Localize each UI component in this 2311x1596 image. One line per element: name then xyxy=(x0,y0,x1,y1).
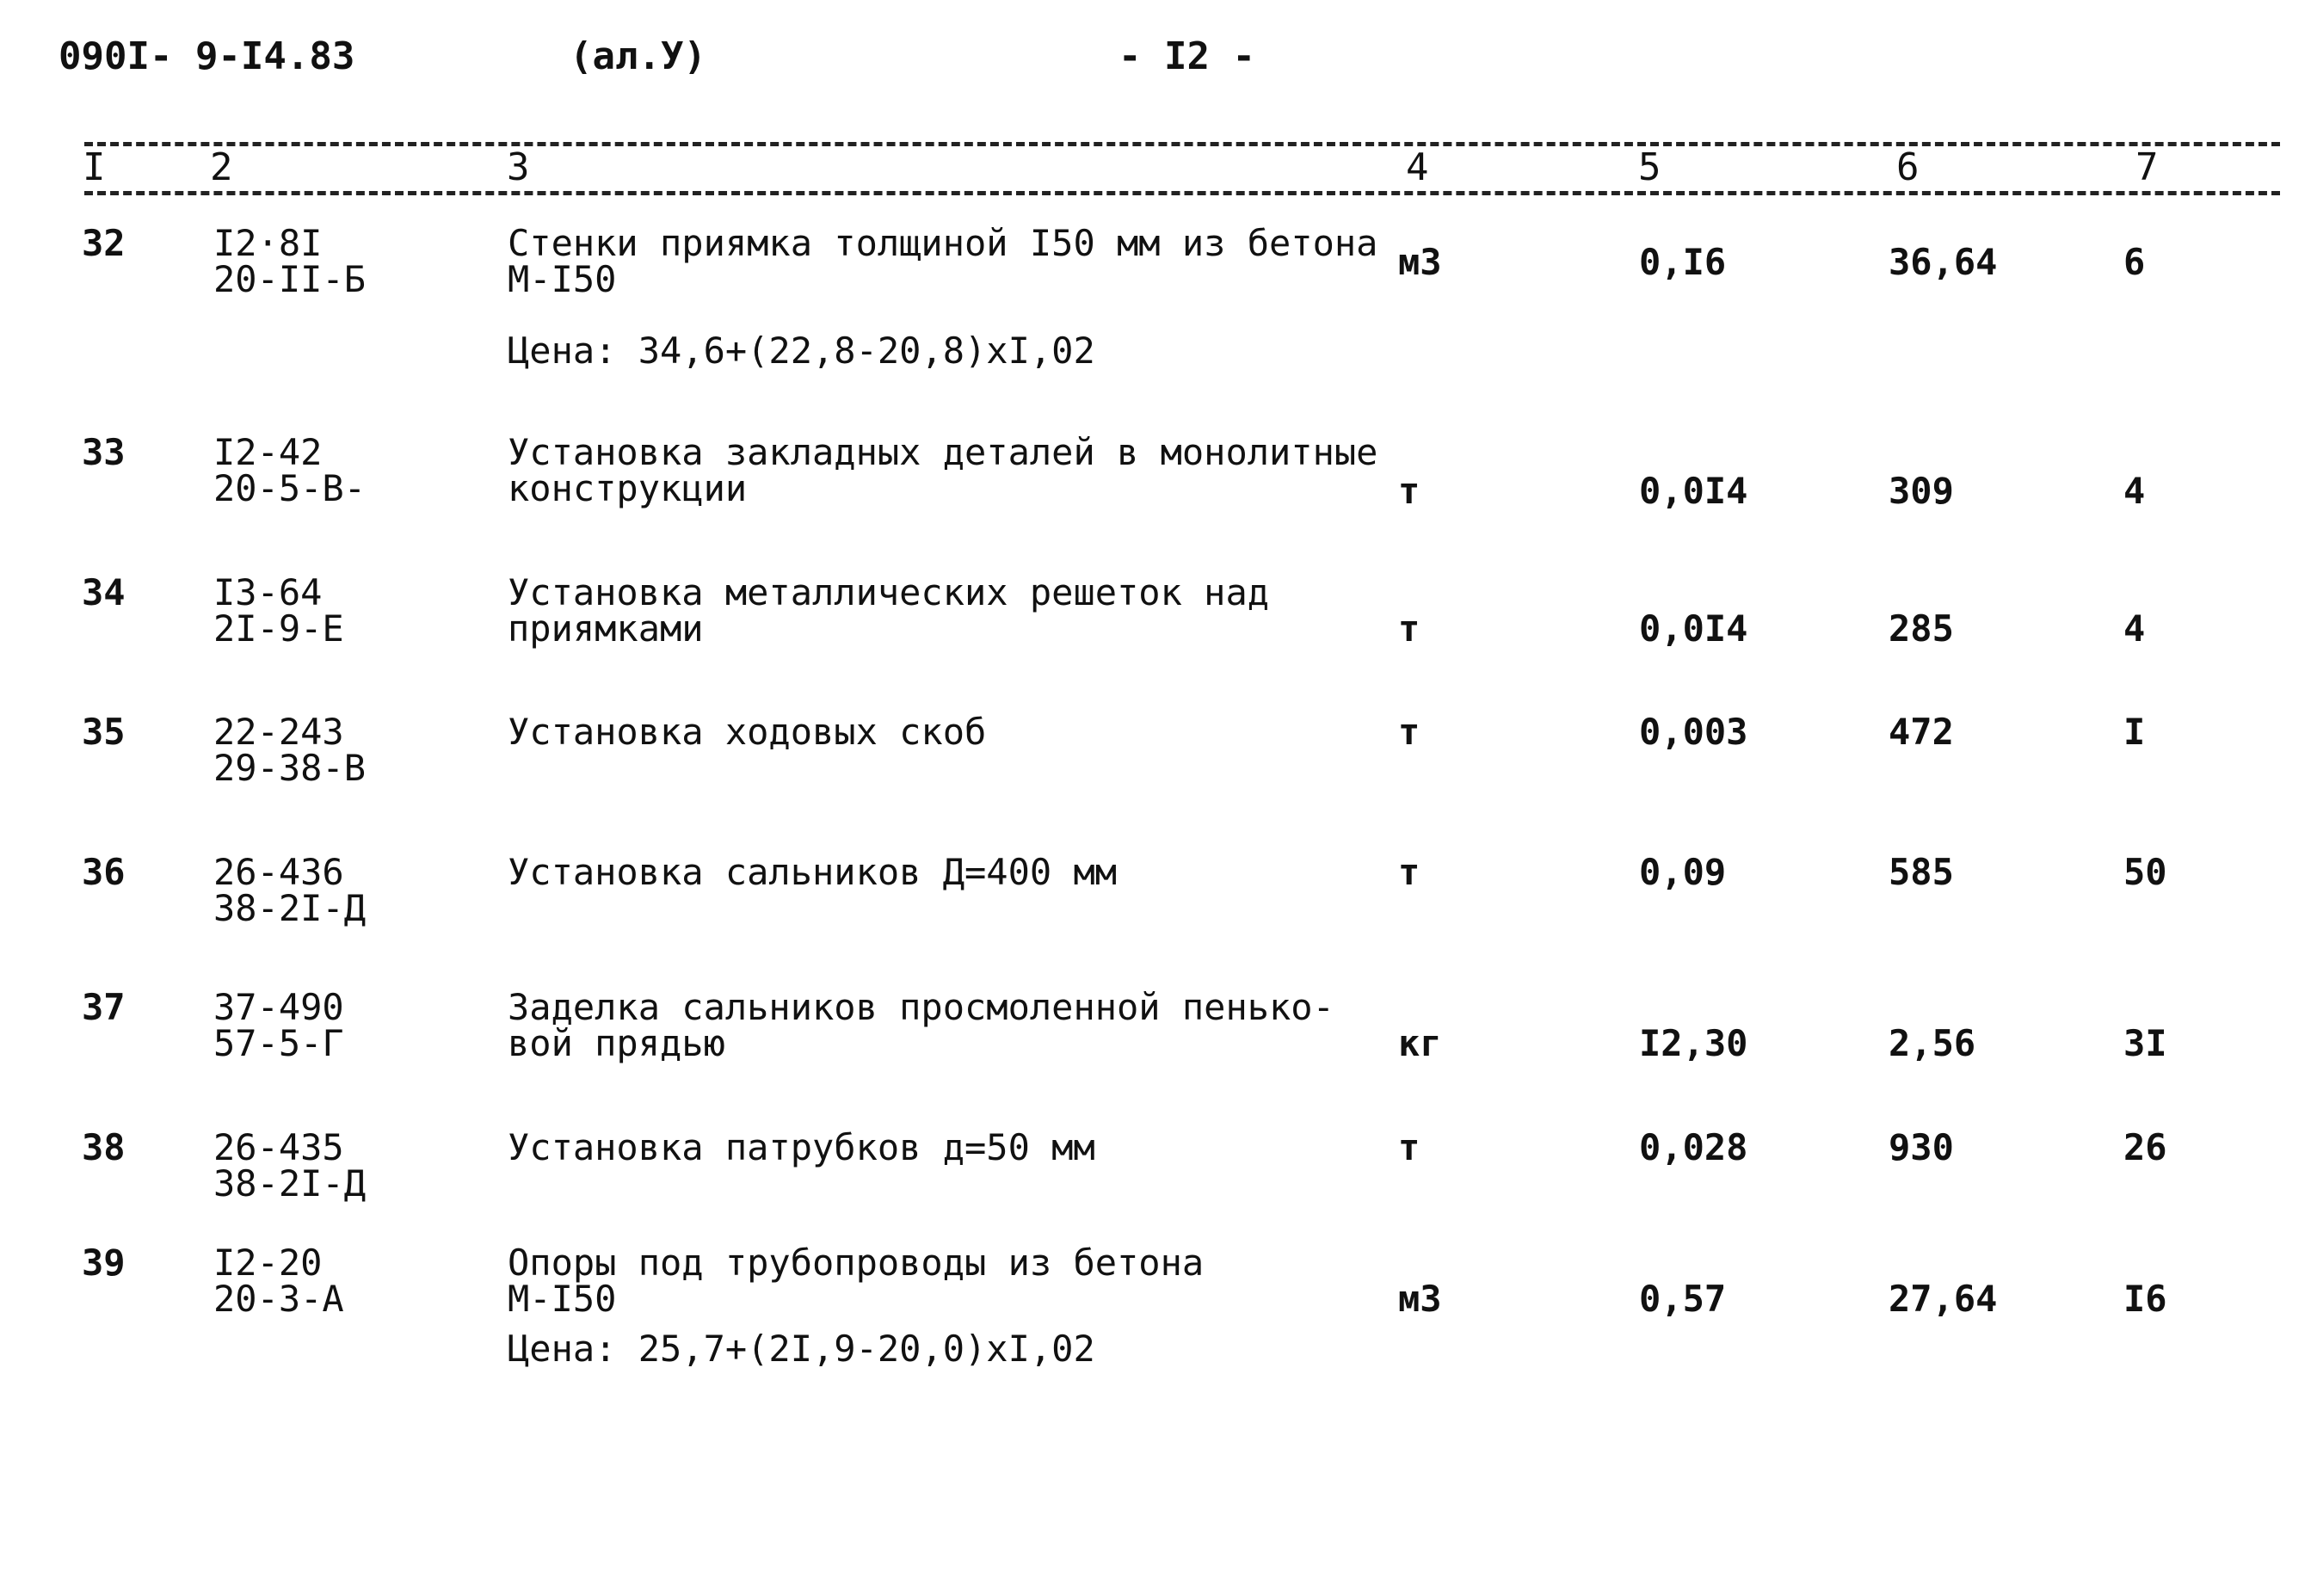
work-description: Установка ходовых скоб xyxy=(508,711,987,753)
unit: кг xyxy=(1398,1022,1442,1064)
unit-price: 472 xyxy=(1889,711,1954,753)
work-description: Опоры под трубопроводы из бетона М-I50 xyxy=(508,1242,1205,1320)
total: 4 xyxy=(2123,607,2146,650)
price-code: 26-435 38-2I-Д xyxy=(213,1126,367,1205)
price-code: I2·8I 20-II-Б xyxy=(213,222,367,300)
column-number-4: 4 xyxy=(1402,146,1433,189)
unit: м3 xyxy=(1398,241,1442,283)
work-description: Заделка сальников просмоленной пенько- вой прядью xyxy=(508,986,1334,1064)
page-number: - I2 - xyxy=(1119,34,1255,78)
work-description: Установка сальников Д=400 мм xyxy=(508,851,1118,893)
row-number: 34 xyxy=(82,571,126,613)
unit-price: 285 xyxy=(1889,607,1954,650)
column-number-3: 3 xyxy=(503,146,533,189)
price-code: 37-490 57-5-Г xyxy=(213,986,344,1064)
total: 3I xyxy=(2123,1022,2167,1064)
row-number: 36 xyxy=(82,851,126,893)
quantity: 0,57 xyxy=(1639,1278,1727,1320)
unit: т xyxy=(1398,851,1420,893)
quantity: I2,30 xyxy=(1639,1022,1748,1064)
column-number-6: 6 xyxy=(1893,146,1923,189)
unit-price: 585 xyxy=(1889,851,1954,893)
quantity: 0,003 xyxy=(1639,711,1748,753)
header-rule-top xyxy=(84,142,2280,146)
unit: т xyxy=(1398,711,1420,753)
unit-price: 930 xyxy=(1889,1126,1954,1168)
document-code: 090I- 9-I4.83 xyxy=(59,34,355,78)
work-description: Установка закладных деталей в монолитные конструкции xyxy=(508,431,1378,509)
unit-price: 309 xyxy=(1889,470,1954,512)
row-number: 35 xyxy=(82,711,126,753)
price-code: 26-436 38-2I-Д xyxy=(213,851,367,929)
column-number-1: I xyxy=(79,146,109,189)
quantity: 0,028 xyxy=(1639,1126,1748,1168)
price-note: Цена: 34,6+(22,8-20,8)хI,02 xyxy=(508,330,1095,372)
price-note: Цена: 25,7+(2I,9-20,0)хI,02 xyxy=(508,1328,1095,1370)
quantity: 0,I6 xyxy=(1639,241,1727,283)
quantity: 0,0I4 xyxy=(1639,470,1748,512)
total: 26 xyxy=(2123,1126,2167,1168)
unit: т xyxy=(1398,470,1420,512)
total: 6 xyxy=(2123,241,2146,283)
header-rule-bottom xyxy=(84,191,2280,195)
price-code: I3-64 2I-9-Е xyxy=(213,571,344,650)
sheet-reference: (ал.У) xyxy=(570,34,706,78)
unit-price: 27,64 xyxy=(1889,1278,1998,1320)
total: 50 xyxy=(2123,851,2167,893)
total: 4 xyxy=(2123,470,2146,512)
unit: м3 xyxy=(1398,1278,1442,1320)
row-number: 32 xyxy=(82,222,126,264)
unit: т xyxy=(1398,607,1420,650)
work-description: Стенки приямка толщиной I50 мм из бетона М-I50 xyxy=(508,222,1378,300)
work-description: Установка металлических решеток над приямками xyxy=(508,571,1270,650)
total: I xyxy=(2123,711,2146,753)
total: I6 xyxy=(2123,1278,2167,1320)
column-number-5: 5 xyxy=(1635,146,1665,189)
quantity: 0,0I4 xyxy=(1639,607,1748,650)
price-code: I2-20 20-3-А xyxy=(213,1242,344,1320)
row-number: 37 xyxy=(82,986,126,1028)
row-number: 38 xyxy=(82,1126,126,1168)
quantity: 0,09 xyxy=(1639,851,1727,893)
column-number-7: 7 xyxy=(2132,146,2162,189)
row-number: 33 xyxy=(82,431,126,473)
column-number-2: 2 xyxy=(206,146,237,189)
unit-price: 36,64 xyxy=(1889,241,1998,283)
unit-price: 2,56 xyxy=(1889,1022,1976,1064)
row-number: 39 xyxy=(82,1242,126,1284)
price-code: 22-243 29-38-В xyxy=(213,711,367,789)
price-code: I2-42 20-5-В- xyxy=(213,431,367,509)
work-description: Установка патрубков д=50 мм xyxy=(508,1126,1095,1168)
unit: т xyxy=(1398,1126,1420,1168)
